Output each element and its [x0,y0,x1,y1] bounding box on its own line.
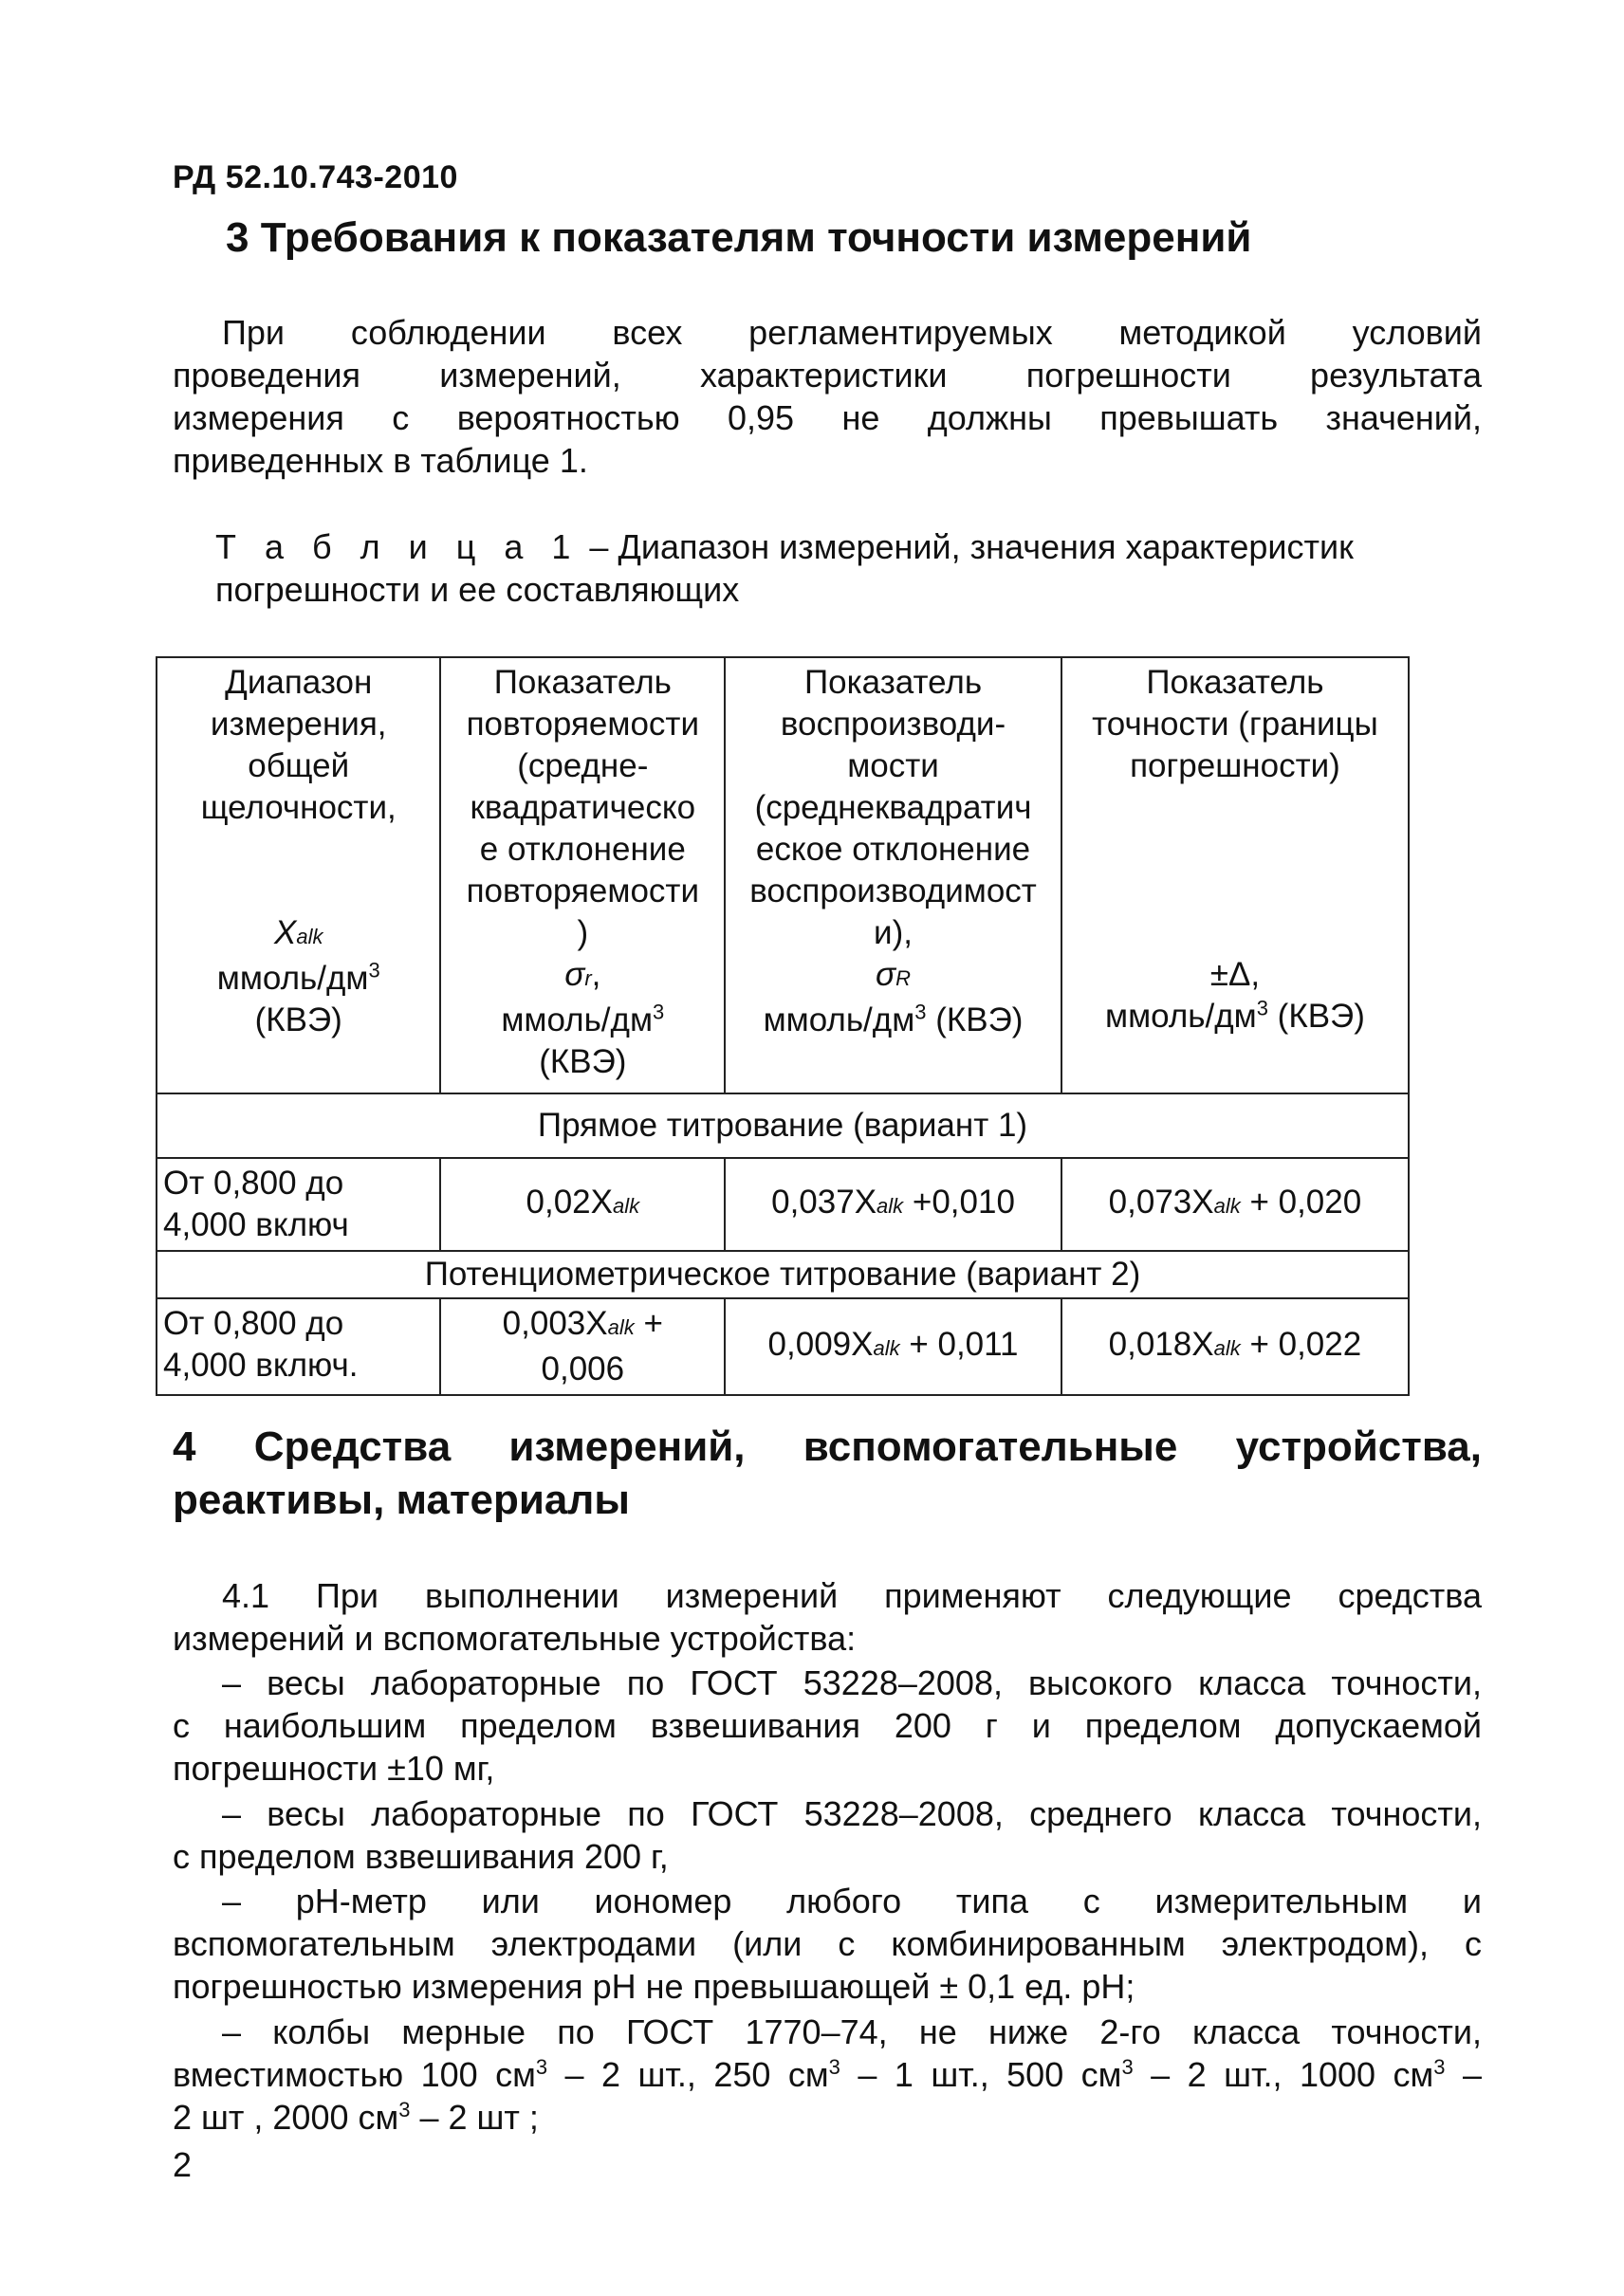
group-row [157,1093,1409,1158]
table-row [157,1298,1409,1395]
table-row [157,1158,1409,1251]
header-unit: ммоль/$дм^3$ [216,958,380,997]
range-cell [157,1298,440,1395]
range-line: От 0,800 до [163,1305,344,1342]
header-symbol: σR [876,956,912,993]
header-accuracy [1061,657,1409,1093]
document-code: РД 52.10.743-2010 [173,159,458,195]
section-3-paragraph [173,311,1482,482]
section-4-title-line: 4 Средства измерений, вспомогательные устройства, [173,1424,1482,1470]
accuracy-cell: 0,073Xalk + 0,020 [1061,1158,1409,1251]
header-line: общей [248,747,350,784]
header-line: воспроизводимост [749,872,1037,909]
page-number: 2 [173,2145,193,2184]
header-symbol: σr, [564,956,601,993]
header-line: Показатель [1146,664,1324,701]
header-line: (среднеквадратич [754,789,1032,826]
list-item-ph-meter [173,1880,1482,2008]
header-line: е отклонение [479,831,686,868]
paragraph-4-1 [173,1574,1482,1660]
paragraph-line: с наибольшим пределом взвешивания 200 г и пределом допускаемой [173,1706,1482,1745]
header-unit-tail: (КВЭ) [254,1001,342,1038]
paragraph-line: приведенных в таблице 1. [173,441,588,480]
range-cell [157,1158,440,1251]
section-3-title: 3 Требования к показателям точности измерений [226,214,1252,261]
paragraph-line: – рН-метр или иономер любого типа с измерительным и [222,1882,1482,1920]
header-line: повторяемости [466,706,700,743]
table-caption-text: – Диапазон измерений, значения характеристик [580,527,1354,566]
group-title: Прямое титрование (вариант 1) [157,1093,1409,1158]
paragraph-line: погрешности ±10 мг, [173,1749,495,1788]
header-line: еское отклонение [755,831,1031,868]
range-line: 4,000 включ. [163,1347,359,1384]
table-caption-line2: погрешности и ее составляющих [215,570,740,609]
paragraph-line: При соблюдении всех регламентируемых методикой условий [222,313,1482,352]
header-unit: ммоль/$дм^3$ [501,1000,665,1038]
list-item-scales-high [173,1662,1482,1790]
paragraph-line: с пределом взвешивания 200 г, [173,1837,669,1876]
header-line: квадратическо [470,789,696,826]
paragraph-line: – весы лабораторные по ГОСТ 53228–2008, высокого класса точности, [222,1663,1482,1702]
table-1-caption [215,525,1354,611]
accuracy-cell: 0,018Xalk + 0,022 [1061,1298,1409,1395]
paragraph-line: 2 шт , 2000 $см^3 - 2$ шт ; [173,2098,539,2137]
header-line: (средне- [517,747,649,784]
header-line: Диапазон [225,664,373,701]
paragraph-line: измерений и вспомогательные устройства: [173,1619,857,1658]
header-line: измерения, [210,706,387,743]
paragraph-line: – колбы мерные по ГОСТ 1770–74, не ниже 2-го класса точности, [222,2012,1482,2051]
table-header-row [157,657,1409,1093]
header-line: ) [577,914,589,951]
header-line: мости [847,747,939,784]
header-line: точности (границы [1092,706,1378,743]
paragraph-line: 4.1 При выполнении измерений применяют следующие средства [222,1576,1482,1615]
header-range [157,657,440,1093]
header-line: Показатель [493,664,672,701]
reproducibility-cell: 0,037Xalk +0,010 [725,1158,1061,1251]
header-repeatability [440,657,725,1093]
section-4-title-line: реактивы, материалы [173,1477,630,1523]
header-unit-tail: (КВЭ) [539,1043,627,1080]
paragraph-line: вспомогательным электродами (или с комбинированным электродом), с [173,1924,1482,1963]
repeatability-cell: 0,003Xalk + 0,006 [440,1298,725,1395]
header-line: щелочности, [200,789,397,826]
reproducibility-cell: 0,009Xalk + 0,011 [725,1298,1061,1395]
table-caption-label: Т а б л и ц а 1 [215,527,581,566]
list-item-flasks [173,2011,1482,2139]
paragraph-line: измерения с вероятностью 0,95 не должны превышать значений, [173,398,1482,437]
paragraph-line: вместимостью 100 $см^3 - 2$ шт., 250 $см^3 - 1$ шт., 500 $см^3 - 2$ шт., 1000 $см^3$ – [173,2055,1482,2094]
repeatability-cell: 0,02Xalk [440,1158,725,1251]
header-unit: ммоль/$дм^3$ (КВЭ) [1105,996,1365,1035]
paragraph-line: – весы лабораторные по ГОСТ 53228–2008, среднего класса точности, [222,1794,1482,1833]
header-reproducibility [725,657,1061,1093]
range-line: 4,000 включ [163,1206,349,1243]
paragraph-line: погрешностью измерения рН не превышающей ± 0,1 ед. рН; [173,1967,1135,2006]
list-item-scales-medium [173,1792,1482,1878]
header-line: и), [874,914,913,951]
header-line: повторяемости [466,872,700,909]
range-line: От 0,800 до [163,1165,344,1202]
group-title: Потенциометрическое титрование (вариант 2) [157,1251,1409,1298]
group-row [157,1251,1409,1298]
section-4-title [173,1421,1482,1527]
header-line: Показатель [803,664,983,701]
header-line: погрешности) [1130,747,1340,784]
header-symbol: Xalk [273,914,323,951]
table-1 [156,656,1410,1396]
header-unit: ммоль/$дм^3$ (КВЭ) [763,1000,1024,1038]
header-line: воспроизводи- [780,706,1006,743]
header-symbol: ±Δ, [1209,956,1261,993]
paragraph-line: проведения измерений, характеристики погрешности результата [173,356,1482,395]
